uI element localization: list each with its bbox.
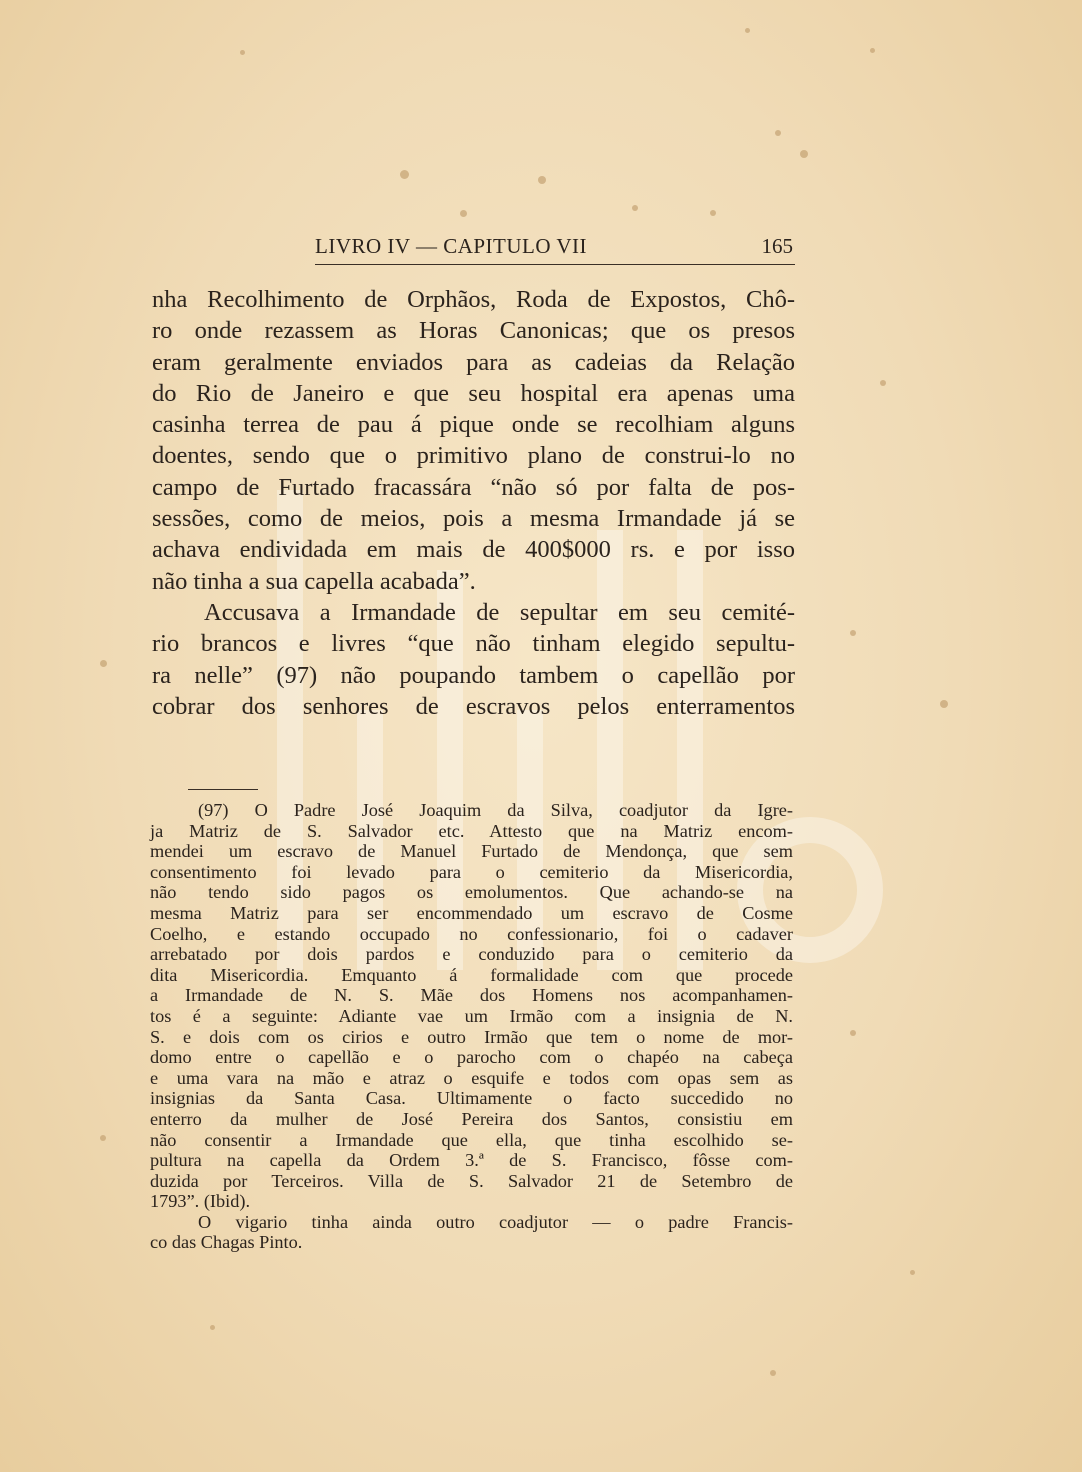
footnote-line: não consentir a Irmandade que ella, que tinha escolhido se- [150, 1129, 793, 1150]
body-line: nha Recolhimento de Orphãos, Roda de Expostos, Chô- [152, 286, 795, 313]
body-line: não tinha a sua capella acabada”. [152, 567, 476, 595]
footnote-line: arrebatado por dois pardos e conduzido para o cemiterio da [150, 944, 793, 965]
paper-speck [850, 1030, 856, 1036]
page-number: 165 [761, 234, 793, 258]
footnote-line: a Irmandade de N. S. Mãe dos Homens nos acompanhamen- [150, 985, 793, 1006]
footnote-line: enterro da mulher de José Pereira dos Santos, consistiu em [150, 1108, 793, 1129]
paper-speck [538, 176, 546, 184]
paper-speck [850, 630, 856, 636]
main-text [152, 284, 795, 722]
body-line: ra nelle” (97) não poupando tambem o capellão por [152, 661, 795, 689]
paper-speck [400, 170, 409, 179]
running-header [315, 234, 795, 265]
body-line: achava endividada em mais de 400$000 rs. e por isso [152, 536, 795, 564]
footnote-line: mesma Matriz para ser encommendado um escravo de Cosme [150, 902, 793, 923]
body-line: Accusava a Irmandade de sepultar em seu cemité- [204, 598, 795, 626]
body-line: campo de Furtado fracassára “não só por falta de pos- [152, 473, 795, 501]
footnote-line: dita Misericordia. Emquanto á formalidade com que procede [150, 964, 793, 985]
paper-speck [800, 150, 808, 158]
footnote-line: ja Matriz de S. Salvador etc. Attesto que na Matriz encom- [150, 820, 793, 841]
footnote-line: S. e dois com os cirios e outro Irmão que tem o nome de mor- [150, 1026, 793, 1047]
body-line: ro onde rezassem as Horas Canonicas; que os presos [152, 317, 795, 345]
footnote-line: (97) O Padre José Joaquim da Silva, coadjutor da Igre- [198, 800, 793, 820]
paper-speck [880, 380, 886, 386]
paper-speck [100, 1135, 106, 1141]
footnote-separator [188, 789, 258, 790]
footnote-line: co das Chagas Pinto. [150, 1232, 303, 1253]
body-line: cobrar dos senhores de escravos pelos enterramentos [152, 692, 795, 720]
footnote-line: e uma vara na mão e atraz o esquife e todos com opas sem as [150, 1067, 793, 1088]
footnote-line: duzida por Terceiros. Villa de S. Salvador 21 de Setembro de [150, 1170, 793, 1191]
paper-speck [632, 205, 638, 211]
footnote-line: mendei um escravo de Manuel Furtado de Mendonça, que sem [150, 841, 793, 862]
body-line: do Rio de Janeiro e que seu hospital era apenas uma [152, 379, 795, 407]
paper-speck [775, 130, 781, 136]
footnote-block [150, 800, 793, 1253]
paper-speck [240, 50, 245, 55]
footnote-line: Coelho, e estando occupado no confessionario, foi o cadaver [150, 923, 793, 944]
footnote-line: consentimento foi levado para o cemiterio da Misericordia, [150, 861, 793, 882]
footnote-line: domo entre o capellão e o parocho com o chapéo na cabeça [150, 1047, 793, 1068]
paper-speck [100, 660, 107, 667]
running-head-title: LIVRO IV — CAPITULO VII [315, 234, 588, 258]
footnote-line: insignias da Santa Casa. Ultimamente o facto succedido no [150, 1088, 793, 1109]
paper-speck [745, 28, 750, 33]
body-line: rio brancos e livres “que não tinham elegido sepultu- [152, 630, 795, 658]
paper-speck [210, 1325, 215, 1330]
paper-speck [770, 1370, 776, 1376]
paper-speck [870, 48, 875, 53]
paper-speck [940, 700, 948, 708]
body-line: doentes, sendo que o primitivo plano de construi-lo no [152, 442, 795, 470]
footnote-line: pultura na capella da Ordem 3.ª de S. Francisco, fôsse com- [150, 1150, 793, 1171]
body-line: eram geralmente enviados para as cadeias da Relação [152, 348, 795, 376]
footnote-line: não tendo sido pagos os emolumentos. Que achando-se na [150, 882, 793, 903]
body-line: sessões, como de meios, pois a mesma Irmandade já se [152, 505, 795, 533]
footnote-line: O vigario tinha ainda outro coadjutor — o padre Francis- [198, 1211, 793, 1232]
paper-speck [710, 210, 716, 216]
body-line: casinha terrea de pau á pique onde se recolhiam alguns [152, 411, 795, 439]
paper-speck [460, 210, 467, 217]
paper-speck [910, 1270, 915, 1275]
footnote-line: 1793”. (Ibid). [150, 1191, 251, 1212]
footnote-line: tos é a seguinte: Adiante vae um Irmão com a insignia de N. [150, 1005, 793, 1026]
